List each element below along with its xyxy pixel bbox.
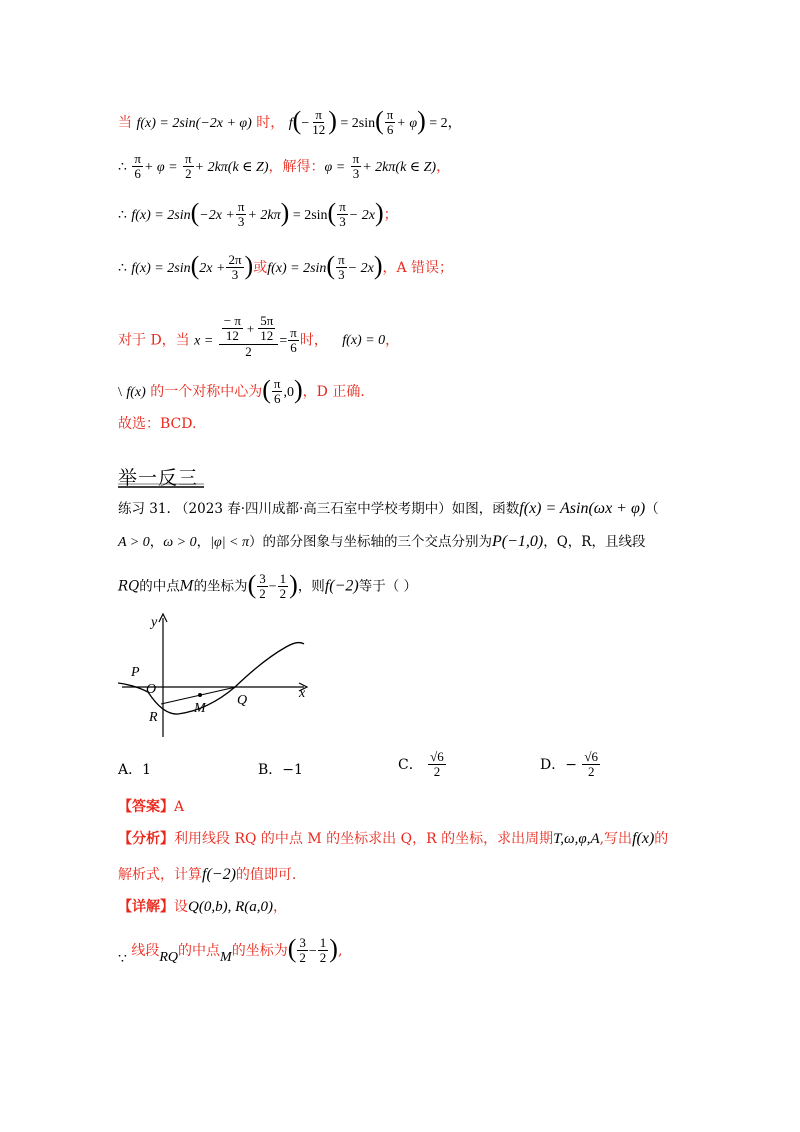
detail-line-1: 【详解】设Q(0,b), R(a,0)， [118,899,287,915]
line3-eq: = 2sin [289,207,328,223]
line1-expr1: f(x) = 2sin(−2x + φ) [136,115,252,131]
line4-lhs: f(x) = 2sin [131,260,191,276]
label-R: R [149,710,158,725]
exercise-line-2: A > 0，ω > 0，|φ| < π）的部分图象与坐标轴的三个交点分别为P(−1,0)，Q，R，且线段 [118,533,646,550]
line3-inner-a: −2x + [199,207,235,223]
line1-plus-phi: + φ [396,115,418,131]
answer-line [118,797,184,817]
frac-3-2: $\frac{3}{2}$ [259,571,266,602]
line6-zero: ,0 [283,384,294,400]
line6-backslash: \ [118,384,122,400]
line-1: 当 f(x) = 2sin(−2x + φ) 时， f(− $\frac{\pi}{12}$ ) = 2sin( $\frac{\pi}{6}$ + φ) = 2， [118,105,462,138]
detail-line-2: ∵ 线段RQ的中点M的坐标为( $\frac{3}{2}$ − $\frac{1}{2}$ ), [118,933,343,967]
line1-fname: f [288,115,293,131]
function-graph [118,612,318,737]
line1-neg: − [301,115,310,131]
therefore-symbol: ∴ [118,159,127,175]
line3-lhs: f(x) = 2sin [131,207,191,223]
answer-label: 【答案】 [118,799,174,815]
line1-mid: 时， [256,114,285,131]
line5-when: 时， [299,332,328,349]
exercise-func: f(x) = Asin(ωx + φ) [519,500,646,517]
line4-inner-b: − 2x [347,260,374,276]
label-M: M [194,701,206,716]
line2-phi-eq: φ = [324,159,346,175]
line2-rest2: + 2kπ(k ∈ Z) [362,159,437,175]
label-x: x [299,686,306,701]
detail-label: 【详解】 [118,899,174,915]
line2-rest1: + 2kπ(k ∈ Z) [194,159,269,175]
frac-pi-6: $\frac{\pi}{6}$ [290,324,297,355]
line-6: \ f(x) 的一个对称中心为( $\frac{\pi}{6}$ ,0)，D 正确. [118,374,365,407]
frac-pi-3: $\frac{\pi}{3}$ [352,151,360,182]
frac-pi-6: $\frac{\pi}{6}$ [273,376,281,407]
line4-inner-a: 2x + [199,260,226,276]
heading-underline-icon [118,463,204,489]
choice-D[interactable]: D．− $\frac{√6}{2}$ [540,749,599,780]
frac-2pi-3: $\frac{2\pi}{3}$ [228,252,242,283]
line5-x-eq: x = [194,333,214,349]
frac-pi-6: $\frac{\pi}{6}$ [386,107,394,138]
line-7 [118,414,196,434]
line5-fx0: f(x) = 0 [342,333,386,349]
line2-end: ， [436,158,451,175]
frac-pi-6: $\frac{\pi}{6}$ [134,151,141,182]
line2-plus-phi: + φ = [143,159,178,175]
frac-3-2: $\frac{3}{2}$ [299,935,306,966]
line-3: ∴ f(x) = 2sin(−2x + $\frac{\pi}{3}$ + 2kπ) = 2sin( $\frac{\pi}{3}$ − 2x)； [118,197,398,230]
line3-inner-b: + 2kπ [247,207,281,223]
therefore-symbol: ∴ [118,207,127,223]
analysis-line-2: 解析式，计算f(−2)的值即可. [118,866,297,883]
frac-pi-3: $\frac{\pi}{3}$ [338,252,345,283]
line5-end: ， [385,332,400,349]
label-y: y [151,615,158,630]
choice-C[interactable]: C． $\frac{√6}{2}$ [398,749,444,780]
frac-pi-2: $\frac{\pi}{2}$ [185,151,192,182]
line1-eq2sin: = 2sin [336,115,376,131]
frac-pi-3: $\frac{\pi}{3}$ [237,199,245,230]
therefore-symbol: ∴ [118,260,127,276]
choice-A[interactable]: A．1 [118,762,152,778]
point-P: P(−1,0) [492,533,544,550]
line4-or: 或 [253,259,268,276]
because-symbol: ∵ [118,951,127,967]
line3-inner-c: − 2x [348,207,375,223]
line4-end: ，A 错误； [382,259,454,276]
line1-tail: = 2， [425,115,462,131]
final-choice: 故选：BCD. [118,416,197,432]
line1-lead: 当 [118,114,132,131]
line-5 [118,313,400,363]
frac-pi-3: $\frac{\pi}{3}$ [339,199,346,230]
line-2 [118,152,450,182]
frac-pi-12: $\frac{\pi}{12}$ [312,107,326,138]
point-M-dot [198,693,202,697]
section-heading: 举一反三 [118,463,204,489]
line-4: ∴ f(x) = 2sin(2x + $\frac{2\pi}{3}$ )或f(x) = 2sin( $\frac{\pi}{3}$ − 2x)，A 错误； [118,250,454,283]
analysis-label: 【分析】 [118,831,174,847]
analysis-line-1: 【分析】利用线段 RQ 的中点 M 的坐标求出 Q，R 的坐标，求出周期T,ω,φ,A,写出f(x)的 [118,830,669,847]
label-P: P [131,665,140,680]
line2-solve: ，解得： [268,158,325,175]
line6-text: 的一个对称中心为 [150,383,263,400]
frac-1-2: $\frac{1}{2}$ [279,571,287,602]
frac-1-2: $\frac{1}{2}$ [319,935,327,966]
big-frac: $\frac{- \pi}{12}$ + $\frac{5\pi}{12}$ 2 [219,314,279,359]
exercise-line-1: 练习 31. （2023 春·四川成都·高三石室中学校考期中）如图，函数f(x) = Asin(ωx + φ)（ [118,500,659,517]
line5-eq: = [279,333,288,349]
choice-B[interactable]: B．−1 [258,762,303,778]
label-O: O [146,682,157,697]
line6-end: ，D 正确. [302,383,365,400]
line3-end: ； [383,206,398,223]
sine-curve [118,643,304,714]
answer-value: A [174,799,185,815]
label-Q: Q [237,693,248,708]
line5-lead: 对于 D，当 [118,332,190,349]
exercise-line-3: RQ的中点M的坐标为( $\frac{3}{2}$ − $\frac{1}{2}$ )，则f(−2)等于（ ） [118,569,418,602]
line4-rhs: f(x) = 2sin [267,260,327,276]
line6-fx: f(x) [126,384,146,400]
